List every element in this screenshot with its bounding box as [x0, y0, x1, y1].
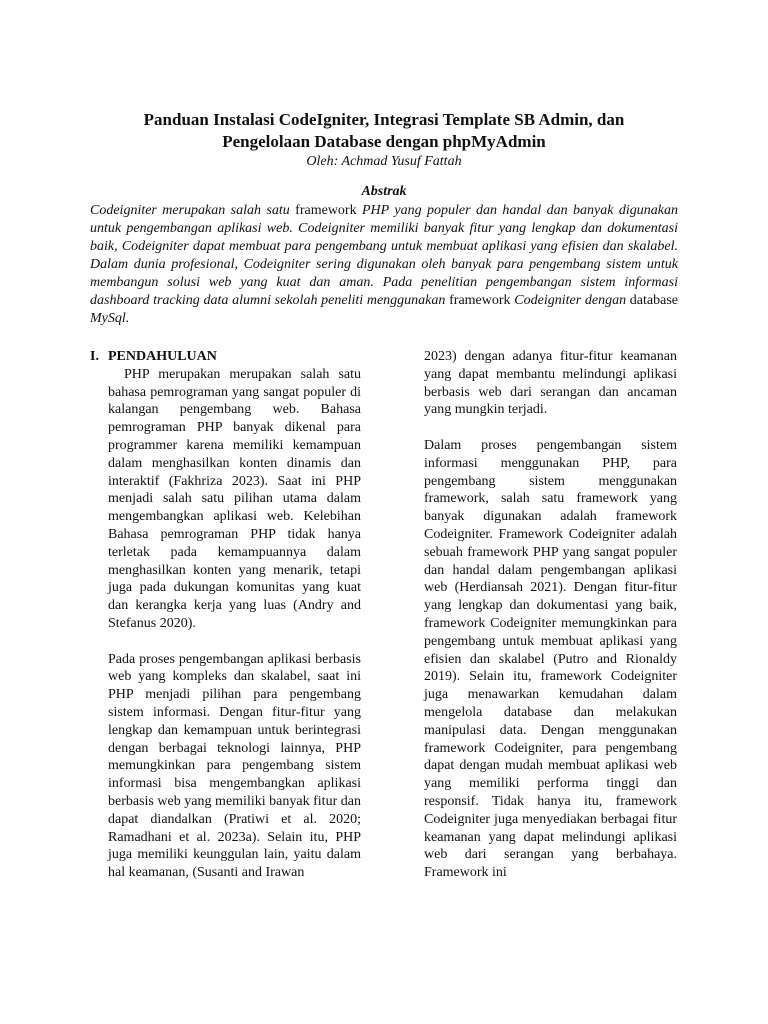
right-column — [424, 348, 677, 882]
paragraph: 2023) dengan adanya fitur-fitur keamanan yang dapat membantu melindungi aplikasi berbasis web dari serangan dan ancaman yang mungkin terjadi. — [424, 349, 677, 418]
paragraph: Pada proses pengembangan aplikasi berbasis web yang kompleks dan skalabel, saat ini PHP menjadi pilihan para pengembang sistem informasi. Dengan fitur-fitur yang lengkap dan kemampuan untuk berintegrasi dengan berbagai teknologi lainnya, PHP memungkinkan para pengembang sistem informasi bisa mengembangkan aplikasi berbasis web yang memiliki banyak fitur dan dapat diandalkan (Pratiwi et al. 2020; Ramadhani et al. 2023a). Selain itu, PHP juga memiliki keunggulan lain, yaitu dalam hal keamanan, (Susanti and Irawan — [108, 651, 361, 881]
section-heading — [90, 348, 361, 366]
left-column — [108, 366, 361, 882]
section-title: PENDAHULUAN — [108, 349, 217, 364]
abstract-text — [90, 202, 678, 328]
abstract-term-framework-2: framework — [449, 293, 511, 308]
paper-title — [90, 109, 678, 153]
abstract-part-5: Codeigniter dengan — [510, 293, 630, 308]
abstract-part-7: MySql. — [90, 311, 130, 326]
title-line-2: Pengelolaan Database dengan phpMyAdmin — [222, 132, 546, 151]
abstract-term-database: database — [629, 293, 678, 308]
abstract-term-framework: framework — [295, 203, 357, 218]
abstract-part-3: PHP yang populer dan handal dan banyak digunakan untuk pengembangan aplikasi web. Codeigniter memiliki banyak fitur yang lengkap dan dokumentasi baik, Codeigniter dapat membuat para pengembang untuk membuat aplikasi yang efisien dan skalabel. Dalam dunia profesional, Codeigniter sering digunakan oleh banyak para pengembang sistem untuk membangun solusi web yang kuat dan aman. Pada penelitian pengembangan sistem informasi dashboard tracking data alumni sekolah peneliti menggunakan — [90, 203, 678, 308]
author-line: Oleh: Achmad Yusuf Fattah — [306, 154, 462, 169]
paragraph: Dalam proses pengembangan sistem informasi menggunakan PHP, para pengembang sistem menggunakan framework, salah satu framework yang banyak digunakan adalah framework Codeigniter. Framework Codeigniter adalah sebuah framework PHP yang sangat populer dan handal dalam pengembangan aplikasi web (Herdiansah 2021). Dengan fitur-fitur yang lengkap dan dokumentasi yang baik, framework Codeigniter memungkinkan para pengembang untuk membuat aplikasi yang efisien dan skalabel (Putro and Rionaldy 2019). Selain itu, framework Codeigniter juga menawarkan kemudahan dalam mengelola database dan melakukan manipulasi data. Dengan menggunakan framework Codeigniter, para pengembang dapat dengan mudah membuat aplikasi web yang memiliki performa tinggi dan responsif. Tidak hanya itu, framework Codeigniter juga menyediakan berbagai fitur keamanan yang dapat melindungi aplikasi web dari serangan yang berbahaya. Framework ini — [424, 437, 677, 881]
paragraph: PHP merupakan merupakan salah satu bahasa pemrograman yang sangat populer di kalangan pengembang web. Bahasa pemrograman PHP banyak dikenal para programmer karena memiliki kemampuan dalam menghasilkan konten dinamis dan interaktif (Fakhriza 2023). Saat ini PHP menjadi salah satu pilihan utama dalam mengembangkan aplikasi web. Kelebihan Bahasa pemrograman PHP tidak hanya terletak pada kemampuannya dalam menghasilkan konten yang menarik, tetapi juga pada dukungan komunitas yang kuat dan kerangka kerja yang luas (Andry and Stefanus 2020). — [108, 366, 361, 631]
title-line-1: Panduan Instalasi CodeIgniter, Integrasi Template SB Admin, dan — [143, 110, 625, 129]
abstract-part-1: Codeigniter merupakan salah satu — [90, 203, 296, 218]
section-number: I. — [90, 349, 99, 364]
abstract-heading: Abstrak — [361, 184, 407, 199]
